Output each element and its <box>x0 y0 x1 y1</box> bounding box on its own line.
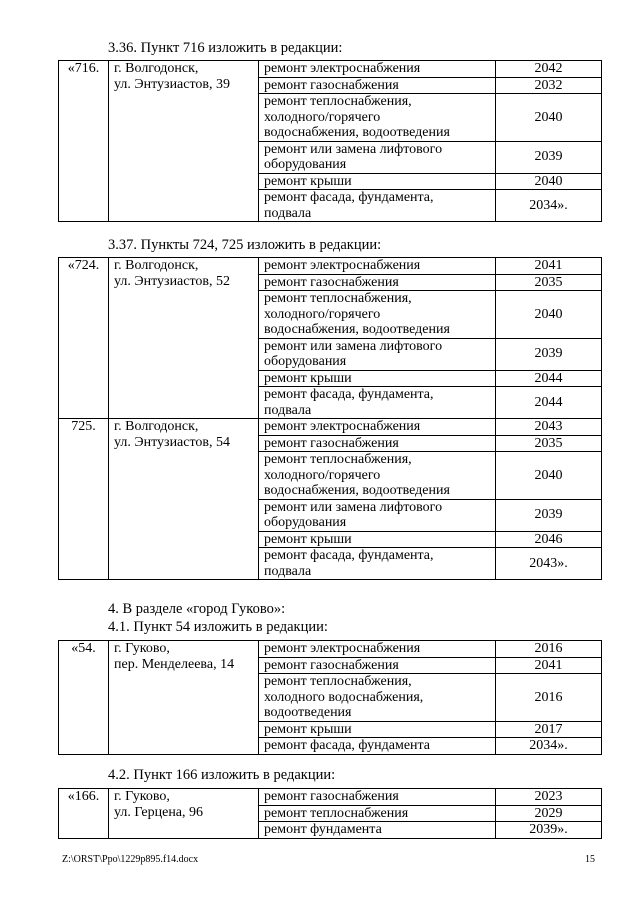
address-line: пер. Менделеева, 14 <box>114 656 235 672</box>
year-cell: 2040 <box>496 173 602 190</box>
work-type-line: оборудования <box>264 515 347 530</box>
item-number: «716. <box>59 61 109 222</box>
work-type-cell <box>259 141 496 173</box>
address-cell <box>109 61 259 222</box>
address-line: ул. Герцена, 96 <box>114 804 204 820</box>
year-cell: 2034». <box>496 738 602 755</box>
work-type-line: ремонт или замена лифтового <box>264 141 443 157</box>
work-type-line: ремонт теплоснабжения <box>264 805 409 821</box>
work-type-line: ремонт теплоснабжения, <box>264 452 412 467</box>
work-type-cell <box>259 531 496 548</box>
item-number: «54. <box>59 641 109 755</box>
year-cell: 2032 <box>496 77 602 94</box>
work-type-line: ремонт фасада, фундамента, <box>264 387 434 402</box>
work-type-line: ремонт газоснабжения <box>264 435 399 451</box>
work-type-line: водоснабжения, водоотведения <box>264 125 450 140</box>
work-type-line: холодного/горячего <box>264 467 381 483</box>
work-type-line: ремонт газоснабжения <box>264 789 399 804</box>
year-cell: 2043 <box>496 419 602 436</box>
work-type-line: ремонт или замена лифтового <box>264 499 443 515</box>
year-cell: 2046 <box>496 531 602 548</box>
table-row <box>59 61 602 78</box>
year-cell: 2039 <box>496 338 602 370</box>
year-cell: 2039 <box>496 499 602 531</box>
section-heading: 3.36. Пункт 716 изложить в редакции: <box>108 40 343 56</box>
repair-schedule-table <box>58 788 602 839</box>
table-row <box>59 258 602 275</box>
table-row <box>59 789 602 806</box>
work-type-cell <box>259 274 496 291</box>
work-type-cell <box>259 387 496 419</box>
work-type-line: ремонт газоснабжения <box>264 657 399 673</box>
section-heading: 4. В разделе «город Гуково»: <box>108 601 286 617</box>
work-type-cell <box>259 173 496 190</box>
address-line: ул. Энтузиастов, 54 <box>114 434 231 450</box>
work-type-line: оборудования <box>264 157 347 172</box>
address-cell <box>109 258 259 419</box>
work-type-line: ремонт теплоснабжения, <box>264 291 412 306</box>
work-type-cell <box>259 789 496 806</box>
work-type-line: водоснабжения, водоотведения <box>264 483 450 498</box>
address-line: г. Волгодонск, <box>114 258 199 273</box>
work-type-line: ремонт фасада, фундамента, <box>264 548 434 563</box>
year-cell: 2034». <box>496 190 602 222</box>
work-type-line: ремонт фасада, фундамента <box>264 738 431 753</box>
table-row <box>59 419 602 436</box>
work-type-cell <box>259 370 496 387</box>
year-cell: 2016 <box>496 641 602 658</box>
work-type-line: ремонт крыши <box>264 531 352 547</box>
work-type-cell <box>259 548 496 580</box>
repair-schedule-table <box>58 60 602 222</box>
work-type-line: подвала <box>264 402 312 418</box>
address-line: ул. Энтузиастов, 52 <box>114 273 231 289</box>
work-type-line: подвала <box>264 563 312 579</box>
repair-schedule-table <box>58 640 602 755</box>
work-type-line: холодного водоснабжения, <box>264 689 424 705</box>
item-number: «724. <box>59 258 109 419</box>
work-type-cell <box>259 338 496 370</box>
year-cell: 2044 <box>496 387 602 419</box>
work-type-line: ремонт теплоснабжения, <box>264 674 412 689</box>
address-cell <box>109 641 259 755</box>
work-type-line: ремонт электроснабжения <box>264 61 421 76</box>
year-cell: 2039 <box>496 141 602 173</box>
year-cell: 2029 <box>496 805 602 822</box>
work-type-line: ремонт крыши <box>264 721 352 737</box>
work-type-cell <box>259 258 496 275</box>
work-type-cell <box>259 721 496 738</box>
item-number: 725. <box>59 419 109 580</box>
work-type-cell <box>259 94 496 142</box>
section-heading: 3.37. Пункты 724, 725 изложить в редакции: <box>108 237 382 253</box>
work-type-cell <box>259 77 496 94</box>
year-cell: 2044 <box>496 370 602 387</box>
year-cell: 2040 <box>496 94 602 142</box>
work-type-cell <box>259 822 496 839</box>
work-type-cell <box>259 190 496 222</box>
work-type-line: ремонт фундамента <box>264 822 382 837</box>
section-heading: 4.1. Пункт 54 изложить в редакции: <box>108 619 328 635</box>
address-line: ул. Энтузиастов, 39 <box>114 76 231 92</box>
work-type-cell <box>259 419 496 436</box>
work-type-cell <box>259 641 496 658</box>
work-type-line: ремонт электроснабжения <box>264 419 421 434</box>
address-line: г. Волгодонск, <box>114 419 199 434</box>
work-type-cell <box>259 435 496 452</box>
address-line: г. Гуково, <box>114 641 170 656</box>
year-cell: 2042 <box>496 61 602 78</box>
work-type-cell <box>259 61 496 78</box>
work-type-cell <box>259 452 496 500</box>
section-heading: 4.2. Пункт 166 изложить в редакции: <box>108 767 336 783</box>
year-cell: 2041 <box>496 657 602 674</box>
year-cell: 2023 <box>496 789 602 806</box>
work-type-line: ремонт электроснабжения <box>264 641 421 656</box>
year-cell: 2017 <box>496 721 602 738</box>
year-cell: 2035 <box>496 274 602 291</box>
work-type-line: ремонт крыши <box>264 370 352 386</box>
work-type-line: ремонт газоснабжения <box>264 274 399 290</box>
repair-schedule-table <box>58 257 602 580</box>
work-type-cell <box>259 291 496 339</box>
page-number: 15 <box>585 854 595 865</box>
work-type-cell <box>259 499 496 531</box>
year-cell: 2035 <box>496 435 602 452</box>
work-type-line: ремонт электроснабжения <box>264 258 421 273</box>
work-type-line: оборудования <box>264 354 347 369</box>
work-type-cell <box>259 674 496 722</box>
work-type-line: подвала <box>264 205 312 221</box>
year-cell: 2040 <box>496 291 602 339</box>
work-type-line: холодного/горячего <box>264 306 381 322</box>
work-type-line: холодного/горячего <box>264 109 381 125</box>
work-type-cell <box>259 657 496 674</box>
work-type-line: водоотведения <box>264 705 352 720</box>
item-number: «166. <box>59 789 109 839</box>
work-type-line: водоснабжения, водоотведения <box>264 322 450 337</box>
year-cell: 2016 <box>496 674 602 722</box>
year-cell: 2041 <box>496 258 602 275</box>
address-cell <box>109 789 259 839</box>
address-line: г. Гуково, <box>114 789 170 804</box>
work-type-line: ремонт теплоснабжения, <box>264 94 412 109</box>
year-cell: 2040 <box>496 452 602 500</box>
year-cell: 2043». <box>496 548 602 580</box>
work-type-line: ремонт или замена лифтового <box>264 338 443 354</box>
footer-file-path: Z:\ORST\Ppo\1229p895.f14.docx <box>62 854 199 865</box>
work-type-line: ремонт газоснабжения <box>264 77 399 93</box>
address-cell <box>109 419 259 580</box>
work-type-cell <box>259 805 496 822</box>
address-line: г. Волгодонск, <box>114 61 199 76</box>
year-cell: 2039». <box>496 822 602 839</box>
table-row <box>59 641 602 658</box>
work-type-line: ремонт фасада, фундамента, <box>264 190 434 205</box>
work-type-line: ремонт крыши <box>264 173 352 189</box>
work-type-cell <box>259 738 496 755</box>
